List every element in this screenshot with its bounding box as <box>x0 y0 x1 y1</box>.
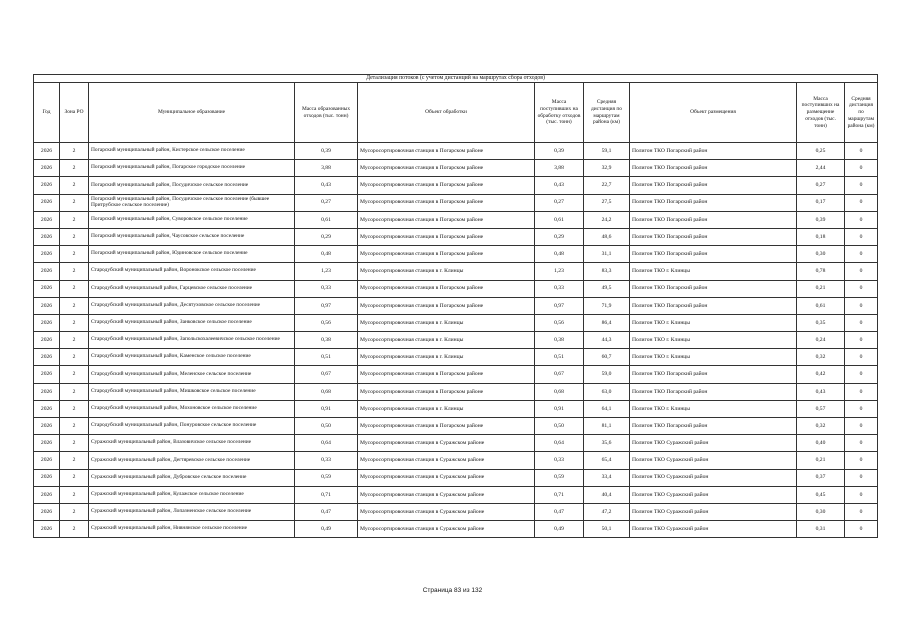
cell-mass-generated: 0,33 <box>295 452 358 469</box>
cell-processing-object: Мусоросортировочная станция в Суражском районе <box>358 486 535 503</box>
cell-placement-object: Полигон ТКО Погарский район <box>630 228 797 245</box>
cell-year: 2026 <box>34 435 60 452</box>
cell-avg-distance-placement: 0 <box>845 280 878 297</box>
cell-zone: 2 <box>60 418 89 435</box>
cell-year: 2026 <box>34 400 60 417</box>
cell-zone: 2 <box>60 314 89 331</box>
cell-year: 2026 <box>34 246 60 263</box>
header-avg-distance-placement: Средняя дистанция по маршрутам района (км) <box>845 83 878 143</box>
cell-mass-to-placement: 0,30 <box>797 246 845 263</box>
cell-avg-distance-placement: 0 <box>845 469 878 486</box>
cell-avg-distance-processing: 47,2 <box>584 503 630 520</box>
cell-zone: 2 <box>60 280 89 297</box>
cell-mass-to-placement: 0,39 <box>797 211 845 228</box>
cell-avg-distance-processing: 22,7 <box>584 177 630 194</box>
cell-year: 2026 <box>34 486 60 503</box>
header-placement-object: Объект размещения <box>630 83 797 143</box>
cell-municipality: Погарский муниципальный район, Посудичское сельское поселение <box>89 177 295 194</box>
cell-avg-distance-placement: 0 <box>845 418 878 435</box>
cell-mass-to-processing: 0,71 <box>535 486 584 503</box>
cell-avg-distance-placement: 0 <box>845 332 878 349</box>
cell-placement-object: Полигон ТКО Суражский район <box>630 503 797 520</box>
cell-year: 2026 <box>34 366 60 383</box>
cell-avg-distance-processing: 24,2 <box>584 211 630 228</box>
cell-processing-object: Мусоросортировочная станция в Погарском районе <box>358 297 535 314</box>
cell-municipality: Стародубский муниципальный район, Гарцевское сельское поселение <box>89 280 295 297</box>
cell-zone: 2 <box>60 521 89 538</box>
cell-municipality: Стародубский муниципальный район, Меленское сельское поселение <box>89 366 295 383</box>
cell-mass-generated: 0,71 <box>295 486 358 503</box>
table-row <box>34 349 878 366</box>
cell-mass-generated: 1,23 <box>295 263 358 280</box>
cell-zone: 2 <box>60 160 89 177</box>
header-zone: Зона РО <box>60 83 89 143</box>
cell-placement-object: Полигон ТКО г. Клинцы <box>630 332 797 349</box>
cell-processing-object: Мусоросортировочная станция в Погарском районе <box>358 160 535 177</box>
cell-placement-object: Полигон ТКО Погарский район <box>630 160 797 177</box>
cell-mass-generated: 0,27 <box>295 194 358 211</box>
cell-mass-to-processing: 0,43 <box>535 177 584 194</box>
cell-processing-object: Мусоросортировочная станция в Суражском районе <box>358 435 535 452</box>
cell-avg-distance-placement: 0 <box>845 435 878 452</box>
cell-year: 2026 <box>34 332 60 349</box>
cell-mass-generated: 0,59 <box>295 469 358 486</box>
table-row <box>34 297 878 314</box>
cell-zone: 2 <box>60 228 89 245</box>
cell-year: 2026 <box>34 469 60 486</box>
cell-year: 2026 <box>34 194 60 211</box>
cell-mass-to-processing: 0,64 <box>535 435 584 452</box>
cell-year: 2026 <box>34 349 60 366</box>
cell-processing-object: Мусоросортировочная станция в Погарском районе <box>358 211 535 228</box>
cell-avg-distance-placement: 0 <box>845 297 878 314</box>
cell-mass-to-placement: 0,45 <box>797 486 845 503</box>
cell-year: 2026 <box>34 503 60 520</box>
cell-mass-generated: 0,64 <box>295 435 358 452</box>
cell-year: 2026 <box>34 263 60 280</box>
table-row <box>34 228 878 245</box>
cell-avg-distance-placement: 0 <box>845 503 878 520</box>
cell-mass-generated: 0,49 <box>295 521 358 538</box>
cell-municipality: Суражский муниципальный район, Дегтяревское сельское поселение <box>89 452 295 469</box>
cell-mass-to-placement: 2,44 <box>797 160 845 177</box>
flow-detail-table <box>33 74 878 538</box>
table-row <box>34 177 878 194</box>
cell-mass-to-processing: 0,61 <box>535 211 584 228</box>
cell-zone: 2 <box>60 383 89 400</box>
cell-mass-to-placement: 0,43 <box>797 383 845 400</box>
table-caption-row <box>34 75 878 83</box>
cell-processing-object: Мусоросортировочная станция в Погарском районе <box>358 246 535 263</box>
cell-municipality: Погарский муниципальный район, Посудичское сельское поселение (бывшее Притрубское сельское поселение) <box>89 194 295 211</box>
cell-mass-to-placement: 0,40 <box>797 435 845 452</box>
cell-municipality: Погарский муниципальный район, Кистерское сельское поселение <box>89 143 295 160</box>
cell-avg-distance-placement: 0 <box>845 177 878 194</box>
header-avg-distance-processing: Средняя дистанция по маршрутам района (км) <box>584 83 630 143</box>
cell-municipality: Погарский муниципальный район, Суворовское сельское поселение <box>89 211 295 228</box>
cell-mass-generated: 0,67 <box>295 366 358 383</box>
cell-mass-to-placement: 0,32 <box>797 349 845 366</box>
cell-mass-to-processing: 0,49 <box>535 521 584 538</box>
cell-zone: 2 <box>60 194 89 211</box>
cell-avg-distance-placement: 0 <box>845 486 878 503</box>
cell-mass-to-processing: 0,56 <box>535 314 584 331</box>
cell-mass-to-placement: 0,37 <box>797 469 845 486</box>
page-number: Страница 83 из 132 <box>422 587 483 594</box>
cell-processing-object: Мусоросортировочная станция в Суражском районе <box>358 503 535 520</box>
cell-mass-generated: 0,29 <box>295 228 358 245</box>
table-row <box>34 280 878 297</box>
cell-year: 2026 <box>34 521 60 538</box>
cell-mass-to-placement: 0,35 <box>797 314 845 331</box>
cell-mass-generated: 0,51 <box>295 349 358 366</box>
cell-municipality: Стародубский муниципальный район, Запольскохалеевичское сельское поселение <box>89 332 295 349</box>
cell-mass-generated: 0,33 <box>295 280 358 297</box>
cell-mass-generated: 0,43 <box>295 177 358 194</box>
cell-municipality: Суражский муниципальный район, Нивнянское сельское поселение <box>89 521 295 538</box>
cell-mass-to-placement: 0,27 <box>797 177 845 194</box>
cell-zone: 2 <box>60 469 89 486</box>
cell-placement-object: Полигон ТКО Погарский район <box>630 280 797 297</box>
cell-avg-distance-placement: 0 <box>845 383 878 400</box>
cell-mass-to-placement: 0,21 <box>797 280 845 297</box>
table-row <box>34 194 878 211</box>
cell-mass-to-processing: 0,39 <box>535 143 584 160</box>
cell-mass-to-processing: 0,38 <box>535 332 584 349</box>
cell-avg-distance-processing: 35,6 <box>584 435 630 452</box>
table-row <box>34 400 878 417</box>
cell-mass-to-placement: 0,30 <box>797 503 845 520</box>
cell-mass-to-processing: 0,29 <box>535 228 584 245</box>
cell-municipality: Стародубский муниципальный район, Занковское сельское поселение <box>89 314 295 331</box>
cell-avg-distance-processing: 50,1 <box>584 521 630 538</box>
cell-avg-distance-processing: 59,1 <box>584 143 630 160</box>
cell-processing-object: Мусоросортировочная станция в г. Клинцы <box>358 332 535 349</box>
cell-zone: 2 <box>60 435 89 452</box>
cell-zone: 2 <box>60 297 89 314</box>
header-mass-to-processing: Масса поступивших на обработку отходов (тыс. тонн) <box>535 83 584 143</box>
cell-placement-object: Полигон ТКО Погарский район <box>630 211 797 228</box>
cell-placement-object: Полигон ТКО г. Клинцы <box>630 400 797 417</box>
cell-placement-object: Полигон ТКО Суражский район <box>630 435 797 452</box>
cell-year: 2026 <box>34 228 60 245</box>
cell-processing-object: Мусоросортировочная станция в Погарском районе <box>358 366 535 383</box>
cell-processing-object: Мусоросортировочная станция в Суражском районе <box>358 452 535 469</box>
table-row <box>34 366 878 383</box>
cell-municipality: Стародубский муниципальный район, Десятуховское сельское поселение <box>89 297 295 314</box>
cell-processing-object: Мусоросортировочная станция в Погарском районе <box>358 228 535 245</box>
cell-mass-generated: 0,48 <box>295 246 358 263</box>
cell-processing-object: Мусоросортировочная станция в Погарском районе <box>358 194 535 211</box>
cell-processing-object: Мусоросортировочная станция в Погарском районе <box>358 280 535 297</box>
cell-placement-object: Полигон ТКО Суражский район <box>630 521 797 538</box>
cell-year: 2026 <box>34 143 60 160</box>
cell-avg-distance-placement: 0 <box>845 452 878 469</box>
table-row <box>34 521 878 538</box>
cell-avg-distance-placement: 0 <box>845 314 878 331</box>
cell-avg-distance-processing: 86,4 <box>584 314 630 331</box>
cell-year: 2026 <box>34 452 60 469</box>
table-row <box>34 246 878 263</box>
cell-year: 2026 <box>34 297 60 314</box>
cell-zone: 2 <box>60 349 89 366</box>
cell-municipality: Погарский муниципальный район, Чаусовское сельское поселение <box>89 228 295 245</box>
cell-mass-generated: 0,68 <box>295 383 358 400</box>
cell-mass-to-placement: 0,61 <box>797 297 845 314</box>
table-row <box>34 452 878 469</box>
cell-zone: 2 <box>60 452 89 469</box>
cell-placement-object: Полигон ТКО Суражский район <box>630 469 797 486</box>
table-row <box>34 503 878 520</box>
cell-avg-distance-placement: 0 <box>845 160 878 177</box>
header-municipality: Муниципальное образование <box>89 83 295 143</box>
cell-placement-object: Полигон ТКО Погарский район <box>630 246 797 263</box>
cell-avg-distance-processing: 59,0 <box>584 366 630 383</box>
cell-placement-object: Полигон ТКО Погарский район <box>630 177 797 194</box>
table-caption: Детализация потоков (с учетом дистанций на маршрутах сбора отходов) <box>34 75 878 83</box>
header-year: Год <box>34 83 60 143</box>
cell-mass-generated: 0,50 <box>295 418 358 435</box>
cell-avg-distance-placement: 0 <box>845 211 878 228</box>
cell-placement-object: Полигон ТКО Погарский район <box>630 383 797 400</box>
table-row <box>34 211 878 228</box>
cell-mass-to-processing: 0,33 <box>535 452 584 469</box>
table-row <box>34 332 878 349</box>
cell-zone: 2 <box>60 486 89 503</box>
cell-municipality: Суражский муниципальный район, Дубровское сельское поселение <box>89 469 295 486</box>
cell-mass-to-processing: 0,97 <box>535 297 584 314</box>
cell-processing-object: Мусоросортировочная станция в г. Клинцы <box>358 349 535 366</box>
cell-mass-generated: 0,47 <box>295 503 358 520</box>
cell-avg-distance-processing: 40,4 <box>584 486 630 503</box>
cell-year: 2026 <box>34 314 60 331</box>
cell-municipality: Стародубский муниципальный район, Воронокское сельское поселение <box>89 263 295 280</box>
cell-mass-to-placement: 0,21 <box>797 452 845 469</box>
cell-municipality: Суражский муниципальный район, Влазовичское сельское поселение <box>89 435 295 452</box>
cell-mass-generated: 0,39 <box>295 143 358 160</box>
cell-mass-to-processing: 0,59 <box>535 469 584 486</box>
cell-avg-distance-placement: 0 <box>845 349 878 366</box>
cell-placement-object: Полигон ТКО Погарский район <box>630 297 797 314</box>
cell-municipality: Стародубский муниципальный район, Мохоновское сельское поселение <box>89 400 295 417</box>
header-mass-generated: Масса образованных отходов (тыс. тонн) <box>295 83 358 143</box>
cell-mass-to-processing: 0,51 <box>535 349 584 366</box>
cell-zone: 2 <box>60 503 89 520</box>
cell-avg-distance-processing: 81,1 <box>584 418 630 435</box>
cell-mass-to-placement: 0,24 <box>797 332 845 349</box>
cell-processing-object: Мусоросортировочная станция в Погарском районе <box>358 177 535 194</box>
cell-processing-object: Мусоросортировочная станция в г. Клинцы <box>358 400 535 417</box>
table-row <box>34 486 878 503</box>
cell-avg-distance-processing: 63,0 <box>584 383 630 400</box>
cell-processing-object: Мусоросортировочная станция в Погарском районе <box>358 383 535 400</box>
cell-avg-distance-processing: 60,7 <box>584 349 630 366</box>
cell-mass-to-placement: 0,78 <box>797 263 845 280</box>
cell-year: 2026 <box>34 211 60 228</box>
cell-zone: 2 <box>60 177 89 194</box>
cell-mass-to-placement: 0,31 <box>797 521 845 538</box>
cell-avg-distance-processing: 83,3 <box>584 263 630 280</box>
cell-zone: 2 <box>60 211 89 228</box>
table-row <box>34 469 878 486</box>
cell-municipality: Стародубский муниципальный район, Мишковское сельское поселение <box>89 383 295 400</box>
cell-year: 2026 <box>34 280 60 297</box>
cell-mass-to-processing: 0,50 <box>535 418 584 435</box>
cell-placement-object: Полигон ТКО Погарский район <box>630 194 797 211</box>
cell-mass-to-placement: 0,32 <box>797 418 845 435</box>
table-header-row <box>34 83 878 143</box>
cell-mass-to-processing: 0,33 <box>535 280 584 297</box>
cell-avg-distance-placement: 0 <box>845 194 878 211</box>
cell-avg-distance-placement: 0 <box>845 263 878 280</box>
table-row <box>34 383 878 400</box>
cell-mass-to-processing: 0,68 <box>535 383 584 400</box>
cell-mass-generated: 0,91 <box>295 400 358 417</box>
table-row <box>34 263 878 280</box>
cell-placement-object: Полигон ТКО г. Клинцы <box>630 263 797 280</box>
cell-zone: 2 <box>60 143 89 160</box>
cell-mass-generated: 0,56 <box>295 314 358 331</box>
cell-mass-generated: 0,61 <box>295 211 358 228</box>
cell-municipality: Погарский муниципальный район, Юдиновское сельское поселение <box>89 246 295 263</box>
cell-avg-distance-processing: 32,9 <box>584 160 630 177</box>
cell-processing-object: Мусоросортировочная станция в г. Клинцы <box>358 263 535 280</box>
cell-placement-object: Полигон ТКО Погарский район <box>630 366 797 383</box>
cell-mass-to-processing: 0,91 <box>535 400 584 417</box>
header-processing-object: Объект обработки <box>358 83 535 143</box>
cell-mass-to-placement: 0,25 <box>797 143 845 160</box>
table-row <box>34 435 878 452</box>
cell-mass-to-processing: 0,27 <box>535 194 584 211</box>
cell-mass-to-placement: 0,57 <box>797 400 845 417</box>
cell-avg-distance-processing: 65,4 <box>584 452 630 469</box>
cell-avg-distance-processing: 44,3 <box>584 332 630 349</box>
cell-zone: 2 <box>60 263 89 280</box>
cell-placement-object: Полигон ТКО Погарский район <box>630 143 797 160</box>
cell-mass-to-processing: 0,47 <box>535 503 584 520</box>
cell-zone: 2 <box>60 400 89 417</box>
cell-processing-object: Мусоросортировочная станция в Погарском районе <box>358 418 535 435</box>
cell-mass-to-processing: 1,23 <box>535 263 584 280</box>
cell-avg-distance-placement: 0 <box>845 400 878 417</box>
cell-placement-object: Полигон ТКО г. Клинцы <box>630 349 797 366</box>
cell-mass-to-processing: 0,48 <box>535 246 584 263</box>
cell-year: 2026 <box>34 177 60 194</box>
cell-municipality: Стародубский муниципальный район, Понуровское сельское поселение <box>89 418 295 435</box>
cell-avg-distance-processing: 49,5 <box>584 280 630 297</box>
cell-year: 2026 <box>34 418 60 435</box>
cell-avg-distance-processing: 33,4 <box>584 469 630 486</box>
cell-processing-object: Мусоросортировочная станция в Погарском районе <box>358 143 535 160</box>
cell-placement-object: Полигон ТКО Суражский район <box>630 486 797 503</box>
cell-mass-to-placement: 0,18 <box>797 228 845 245</box>
header-mass-to-placement: Масса поступивших на размещение отходов (тыс. тонн) <box>797 83 845 143</box>
cell-avg-distance-processing: 64,1 <box>584 400 630 417</box>
cell-avg-distance-processing: 27,5 <box>584 194 630 211</box>
cell-municipality: Суражский муниципальный район, Лопазненское сельское поселение <box>89 503 295 520</box>
cell-avg-distance-placement: 0 <box>845 246 878 263</box>
cell-processing-object: Мусоросортировочная станция в Суражском районе <box>358 521 535 538</box>
cell-municipality: Стародубский муниципальный район, Каменское сельское поселение <box>89 349 295 366</box>
cell-placement-object: Полигон ТКО г. Клинцы <box>630 314 797 331</box>
cell-avg-distance-processing: 48,6 <box>584 228 630 245</box>
cell-year: 2026 <box>34 383 60 400</box>
cell-municipality: Погарский муниципальный район, Погарское городское поселение <box>89 160 295 177</box>
table-row <box>34 418 878 435</box>
cell-avg-distance-placement: 0 <box>845 228 878 245</box>
cell-zone: 2 <box>60 332 89 349</box>
table-row <box>34 160 878 177</box>
cell-placement-object: Полигон ТКО Погарский район <box>630 418 797 435</box>
cell-avg-distance-placement: 0 <box>845 521 878 538</box>
table-body <box>34 75 878 538</box>
cell-avg-distance-placement: 0 <box>845 366 878 383</box>
table-row <box>34 143 878 160</box>
cell-processing-object: Мусоросортировочная станция в Суражском районе <box>358 469 535 486</box>
cell-processing-object: Мусоросортировочная станция в г. Клинцы <box>358 314 535 331</box>
cell-mass-to-placement: 0,17 <box>797 194 845 211</box>
cell-avg-distance-placement: 0 <box>845 143 878 160</box>
cell-year: 2026 <box>34 160 60 177</box>
cell-mass-to-placement: 0,42 <box>797 366 845 383</box>
cell-mass-to-processing: 0,67 <box>535 366 584 383</box>
cell-mass-generated: 0,97 <box>295 297 358 314</box>
cell-mass-generated: 3,88 <box>295 160 358 177</box>
cell-mass-generated: 0,38 <box>295 332 358 349</box>
cell-zone: 2 <box>60 366 89 383</box>
cell-avg-distance-processing: 31,1 <box>584 246 630 263</box>
cell-zone: 2 <box>60 246 89 263</box>
table-row <box>34 314 878 331</box>
cell-municipality: Суражский муниципальный район, Кулажское сельское поселение <box>89 486 295 503</box>
cell-mass-to-processing: 3,88 <box>535 160 584 177</box>
cell-placement-object: Полигон ТКО Суражский район <box>630 452 797 469</box>
cell-avg-distance-processing: 71,9 <box>584 297 630 314</box>
